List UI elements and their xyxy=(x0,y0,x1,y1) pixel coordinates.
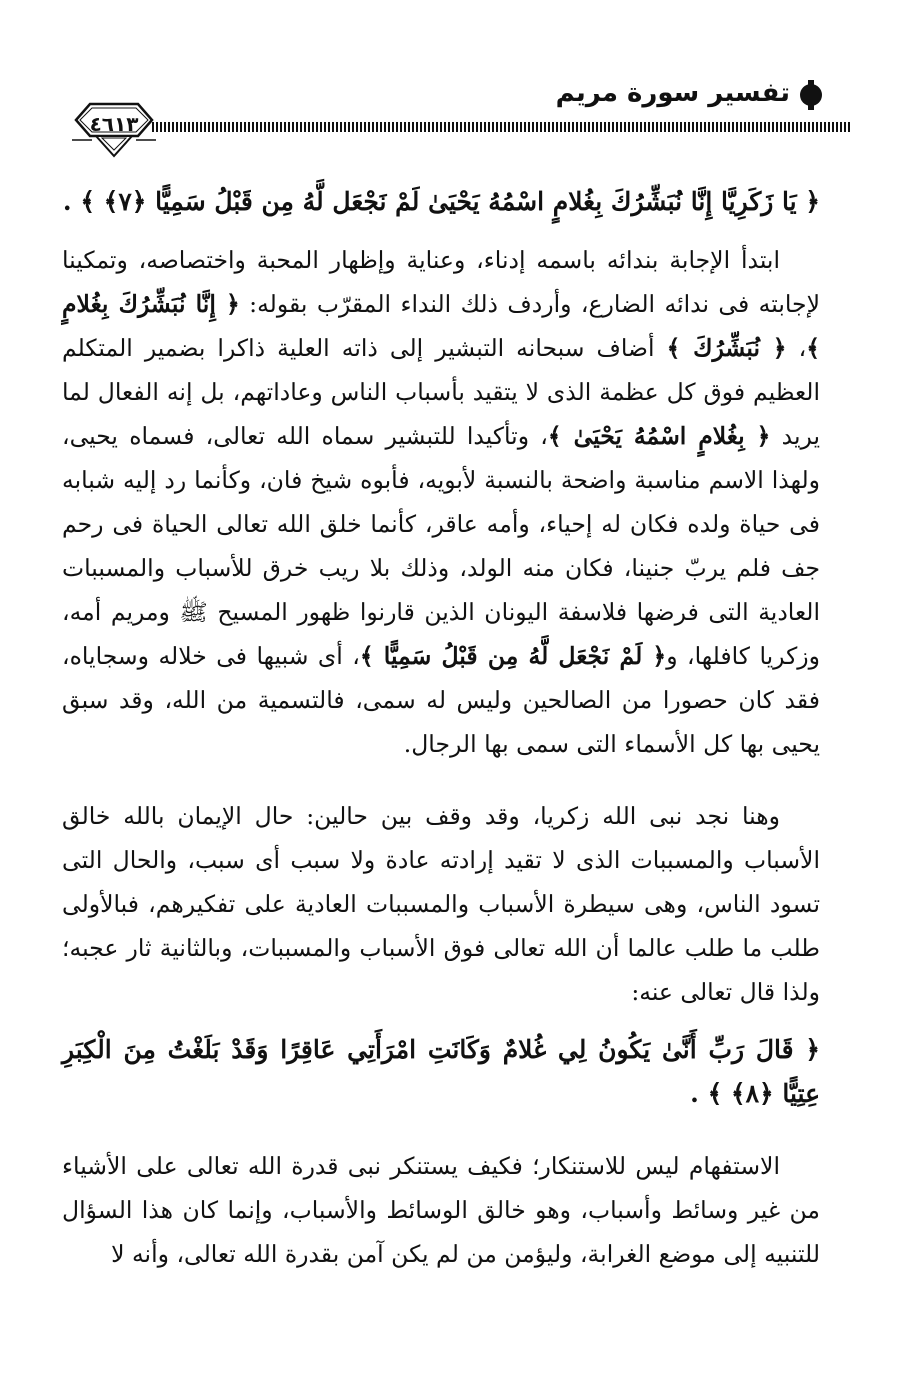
paragraph-2: وهنا نجد نبى الله زكريا، وقد وقف بين حالين: حال الإيمان بالله خالق الأسباب والمسببات الذى لا تقيد إرادته عادة ولا سبب أى سبب، والحال التى تسود الناس، وهى سيطرة الأسباب والمسببات العادية على تفكيرهم، فبالأولى طلب ما طلب عالما أن الله تعالى فوق الأسباب والمسببات، وبالثانية ثار عجبه؛ ولذا قال تعالى عنه: xyxy=(62,802,820,1006)
paragraph-1-text-e: ، أى شبيها فى خلاله وسجاياه، فقد كان حصورا من الصالحين وليس له سمى، فالتسمية من الله، وقد سبق يحيى بها كل الأسماء التى سمى بها الرجال. xyxy=(62,642,820,758)
page-body xyxy=(62,180,820,1276)
quote-nubashiruka: ﴿ نُبَشِّرُكَ ﴾ xyxy=(666,334,787,362)
running-title: تفسير سورة مريم xyxy=(555,78,790,108)
page-number-badge xyxy=(70,90,158,160)
page-number: ٤٦١٣ xyxy=(89,112,139,136)
quote-inna-nubashiruka: ﴿ إِنَّا نُبَشِّرُكَ بِغُلامٍ ﴾ xyxy=(62,290,820,362)
paragraph-1-text-a: ابتدأ الإجابة بندائه باسمه إدناء، وعناية وإظهار المحبة واختصاصه، وتمكينا لإجابته فى ندائه الضارع، وأردف ذلك النداء المقرّب بقوله: xyxy=(62,246,820,318)
paragraph-1-text-c: أضاف سبحانه التبشير إلى ذاته العلية ذاكرا بضمير المتكلم العظيم فوق كل عظمة الذى لا يتقيد بأسباب الناس وعاداتهم، بل إنه الفعال لما يريد xyxy=(62,334,820,450)
verse-7: ﴿ يَا زَكَرِيَّا إِنَّا نُبَشِّرُكَ بِغُلامٍ اسْمُهُ يَحْيَىٰ لَمْ نَجْعَل لَّهُ مِن قَبْلُ سَمِيًّا ﴿٧﴾ ﴾ . xyxy=(62,187,820,216)
paragraph-3: الاستفهام ليس للاستنكار؛ فكيف يستنكر نبى قدرة الله تعالى على الأشياء من غير وسائط وأسباب، وهو خالق الوسائط والأسباب، وإنما كان هذا السؤال للتنبيه إلى موضع الغرابة، وليؤمن من لم يكن آمن بقدرة الله تعالى، وأنه لا xyxy=(62,1152,820,1268)
paragraph-1-text-d: ، وتأكيدا للتبشير سماه الله تعالى، فسماه يحيى، ولهذا الاسم مناسبة واضحة بالنسبة لأبويه، فأبوه شيخ فان، وكأنما رد إليه شبابه فى حياة ولده فكان له إحياء، وأمه عاقر، كأنما خلق الله تعالى الحياة فى رحم جف فلم يربّ جنينا، فكان منه الولد، وذلك بلا ريب خرق للأسباب والمسببات العادية التى فرضها فلاسفة اليونان الذين قارنوا ظهور المسيح ﷺ ومريم أمه، وزكريا كافلها، و xyxy=(62,422,821,670)
quote-lam-najal: ﴿ لَمْ نَجْعَل لَّهُ مِن قَبْلُ سَمِيًّا ﴾ xyxy=(359,642,667,670)
quote-bighulam: ﴿ بِغُلامٍ اسْمُهُ يَحْيَىٰ ﴾ xyxy=(547,422,771,450)
paragraph-1-text-b: ، xyxy=(786,334,807,362)
header-ornament-icon xyxy=(800,84,822,106)
paragraph-1 xyxy=(62,238,820,766)
page-header xyxy=(70,70,850,180)
verse-8: ﴿ قَالَ رَبِّ أَنَّىٰ يَكُونُ لِي غُلامٌ وَكَانَتِ امْرَأَتِي عَاقِرًا وَقَدْ بَلَغْتُ مِنَ الْكِبَرِ عِتِيًّا ﴿٨﴾ ﴾ . xyxy=(62,1035,820,1108)
header-rule xyxy=(152,122,850,132)
